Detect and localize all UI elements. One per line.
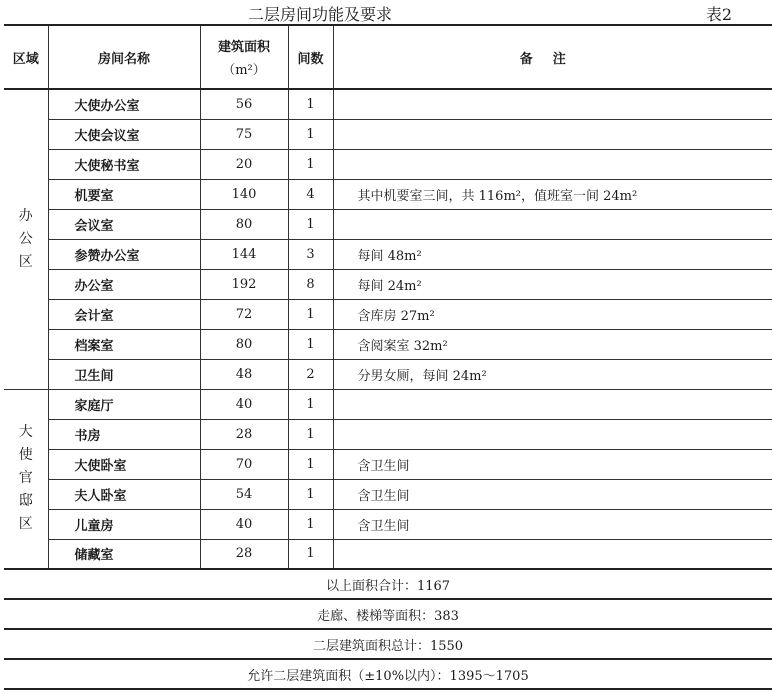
room-area: 72 — [200, 299, 288, 329]
room-area: 40 — [200, 509, 288, 539]
room-note — [333, 149, 772, 179]
area-column-header — [200, 25, 288, 89]
zone-label-residence: 大使官邸区 — [18, 424, 33, 533]
room-name: 参赞办公室 — [48, 239, 200, 269]
table-row — [4, 419, 772, 449]
room-name: 大使办公室 — [48, 89, 200, 119]
room-note — [333, 209, 772, 239]
room-count: 2 — [288, 359, 333, 389]
room-name: 储藏室 — [48, 539, 200, 569]
count-column-header: 间数 — [288, 25, 333, 89]
room-area: 80 — [200, 209, 288, 239]
room-note: 每间 24m² — [333, 269, 772, 299]
table-row — [4, 149, 772, 179]
room-name: 家庭厅 — [48, 389, 200, 419]
room-area: 75 — [200, 119, 288, 149]
summary-row-subtotal — [4, 569, 772, 599]
note-column-header: 备注 — [333, 25, 772, 89]
name-column-header: 房间名称 — [48, 25, 200, 89]
room-count: 1 — [288, 539, 333, 569]
room-area: 80 — [200, 329, 288, 359]
room-name: 夫人卧室 — [48, 479, 200, 509]
room-note: 含阅案室 32m² — [333, 329, 772, 359]
area-header-label: 建筑面积 — [217, 40, 270, 55]
room-note — [333, 419, 772, 449]
room-name: 大使卧室 — [48, 449, 200, 479]
room-note: 分男女厕，每间 24m² — [333, 359, 772, 389]
room-count: 1 — [288, 209, 333, 239]
zone-cell-office — [4, 89, 48, 389]
room-requirements-table — [4, 24, 772, 690]
table-body — [4, 89, 772, 689]
room-count: 1 — [288, 89, 333, 119]
allowed-area-text: 允许二层建筑面积（±10%以内）：1395～1705 — [4, 659, 772, 689]
room-area: 192 — [200, 269, 288, 299]
zone-column-header: 区域 — [4, 25, 48, 89]
table-row — [4, 119, 772, 149]
room-area: 144 — [200, 239, 288, 269]
room-name: 书房 — [48, 419, 200, 449]
room-name: 会议室 — [48, 209, 200, 239]
room-count: 3 — [288, 239, 333, 269]
room-count: 8 — [288, 269, 333, 299]
corridor-area-text: 走廊、楼梯等面积：383 — [4, 599, 772, 629]
room-area: 40 — [200, 389, 288, 419]
room-name: 大使会议室 — [48, 119, 200, 149]
area-header-unit: （m²） — [222, 63, 266, 78]
room-area: 56 — [200, 89, 288, 119]
room-note: 其中机要室三间，共 116m²，值班室一间 24m² — [333, 179, 772, 209]
table-header — [4, 25, 772, 89]
table-row — [4, 89, 772, 119]
room-note: 含卫生间 — [333, 449, 772, 479]
table-row — [4, 539, 772, 569]
room-area: 28 — [200, 539, 288, 569]
table-row — [4, 329, 772, 359]
table-row — [4, 359, 772, 389]
room-note — [333, 539, 772, 569]
room-note: 含卫生间 — [333, 479, 772, 509]
table-row — [4, 299, 772, 329]
table-row — [4, 449, 772, 479]
table-row — [4, 389, 772, 419]
table-row — [4, 179, 772, 209]
room-name: 儿童房 — [48, 509, 200, 539]
zone-label-office: 办公区 — [18, 207, 33, 270]
page-title: 二层房间功能及要求 — [247, 5, 392, 24]
room-area: 28 — [200, 419, 288, 449]
room-note — [333, 89, 772, 119]
room-name: 大使秘书室 — [48, 149, 200, 179]
room-count: 1 — [288, 119, 333, 149]
room-area: 54 — [200, 479, 288, 509]
room-count: 1 — [288, 449, 333, 479]
room-note: 含卫生间 — [333, 509, 772, 539]
room-area: 20 — [200, 149, 288, 179]
room-count: 1 — [288, 149, 333, 179]
summary-row-corridor — [4, 599, 772, 629]
title-bar — [0, 0, 772, 26]
summary-row-allowed — [4, 659, 772, 689]
table-number: 表2 — [705, 5, 732, 24]
table-row — [4, 239, 772, 269]
table-row — [4, 509, 772, 539]
room-name: 会计室 — [48, 299, 200, 329]
room-name: 卫生间 — [48, 359, 200, 389]
room-note — [333, 119, 772, 149]
table-row — [4, 479, 772, 509]
room-note: 含库房 27m² — [333, 299, 772, 329]
subtotal-text: 以上面积合计：1167 — [4, 569, 772, 599]
room-area: 48 — [200, 359, 288, 389]
room-area: 70 — [200, 449, 288, 479]
room-count: 1 — [288, 479, 333, 509]
table-row — [4, 269, 772, 299]
room-name: 档案室 — [48, 329, 200, 359]
total-area-text: 二层建筑面积总计：1550 — [4, 629, 772, 659]
room-count: 4 — [288, 179, 333, 209]
room-name: 办公室 — [48, 269, 200, 299]
room-count: 1 — [288, 329, 333, 359]
room-count: 1 — [288, 299, 333, 329]
room-area: 140 — [200, 179, 288, 209]
room-count: 1 — [288, 509, 333, 539]
room-count: 1 — [288, 389, 333, 419]
room-count: 1 — [288, 419, 333, 449]
room-name: 机要室 — [48, 179, 200, 209]
table-row — [4, 209, 772, 239]
room-note: 每间 48m² — [333, 239, 772, 269]
room-note — [333, 389, 772, 419]
summary-row-total — [4, 629, 772, 659]
zone-cell-residence — [4, 389, 48, 569]
